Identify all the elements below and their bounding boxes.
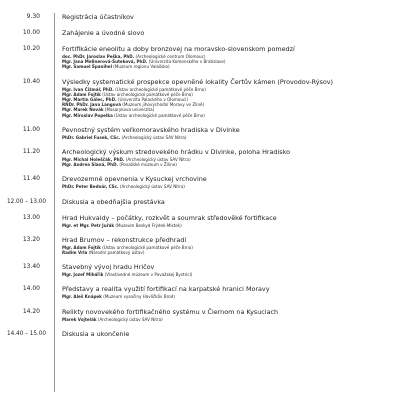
program-item [0,45,420,70]
speaker: RNDr. PhDr. Jana Langová (Muzeum jihovýchodní Moravy ve Zlíně) [62,102,205,108]
program-item-content [50,78,420,118]
program-item-time: 14.20 [22,307,40,315]
program-item [0,29,420,37]
speaker: Mgr. Adam Fojtík (Ústav archeologické památkové péče Brno) [62,91,193,97]
program-item-time: 14.00 [22,285,40,293]
program-item-title: Diskusia a obedňajšia prestávka [62,197,165,206]
program-item-title: Pevnostný systém veľkomoravského hradiska v Divinke [62,125,240,134]
speaker-list [62,223,406,228]
speaker-list [62,54,406,70]
speaker: Marek Vojtelák (Archeologický ústav SAV Nitra) [62,316,163,322]
program-item [0,148,420,167]
speaker: Mgr. Marek Novák (Masarykova univerzita) [62,107,155,113]
speaker-list [62,317,406,322]
speaker: Mgr. Ivan Čižmář, PhD. (Ústav archeologické památkové péče Brno) [62,86,206,92]
program-item-time: 13.00 [22,213,40,221]
speaker: Mgr. Miroslav Popelka (Ústav archeologické památkové péče Brno) [62,112,205,118]
speaker-list [62,157,406,167]
speaker-list [62,294,406,299]
program-item-title: Drevozemné opevnenia v Kysuckej vrchovine [62,175,207,184]
speaker: PhDr. Peter Bednár, CSc. (Archeologický ústav SAV Nitra) [62,184,185,190]
program-item-time: 10.00 [22,29,40,36]
program-item-title: Hrad Hukvaldy – počátky, rozkvět a soumrak středověké fortifikace [62,213,277,222]
speaker: Radim Vrla (Národní památkový ústav) [62,250,145,256]
program-item-time: 13.40 [22,263,40,271]
program-item-time: 10.40 [22,77,40,85]
program-item-title: Archeologický výskum stredovekého hrádku v Divinke, poloha Hradisko [62,148,290,157]
speaker: Mgr. Jozef Miháľik (Vlastivedné múzeum v Považskej Bystrici) [62,272,193,278]
program-item-title: Představy a realita využití fortifikací na karpatské hranici Moravy [62,285,270,294]
speaker: Mgr. Samuel Španihel (Muzeum regionu Valašsko) [62,64,170,70]
speaker: Mgr. Aleš Knápek (Muzeum vysočiny Havlíčkův Brod) [62,294,175,300]
program-item-content [50,126,420,140]
program-item-content [50,308,420,322]
program-item-time: 12.00 – 13.00 [6,198,46,205]
speaker: Mgr. Adam Fojtík (Ústav archeologické památkové péče Brno) [62,244,193,250]
speaker: doc. PhDr. Jaroslav Peška, PhD. (Archeologické centrum Olomouc) [62,54,206,59]
program-item-time: 11.40 [22,175,40,183]
program-item [0,78,420,118]
program-item-content [50,263,420,277]
program-item-title: Fortifikácie eneolitu a doby bronzovej na moravsko-slovenskom pomedzí [62,45,295,53]
program-item-time: 14.40 – 15.00 [6,330,46,337]
program-item-time: 9.30 [26,13,40,20]
program-item [0,285,420,299]
conference-program [0,13,420,346]
program-item-title: Hrad Brumov – rekonstrukce předhradí [62,235,187,244]
program-item [0,330,420,338]
speaker-list [62,272,406,277]
program-item-title: Zahájenie a úvodné slovo [62,29,145,37]
program-item-title: Relikty novovekého fortifikačného systému v Čiernom na Kysuciach [62,307,279,316]
program-item-content [50,198,420,206]
program-item [0,126,420,140]
program-item-content [50,175,420,189]
program-item [0,263,420,277]
program-item-time: 11.00 [22,125,40,133]
speaker: Mgr. et Mgr. Petr Juřák (Muzeum Beskyd Frýdek-Místek) [62,222,182,228]
program-item-content [50,13,420,21]
program-item [0,308,420,322]
speaker: Mgr. Jana Mellnerová-Šuteková, PhD. (Univerzita Komenského v Bratislave) [62,59,226,65]
program-item-time: 11.20 [22,148,40,156]
speaker: Mgr. Andrea Slaná, PhD. (Považské múzeum v Žiline) [62,162,177,168]
program-item-content [50,285,420,299]
program-item-content [50,45,420,70]
program-item-time: 13.20 [22,235,40,243]
program-item-time: 10.20 [22,45,40,52]
program-item [0,198,420,206]
speaker-list [62,87,406,118]
speaker: PhDr. Gabriel Fusek, CSc. (Archeologický ústav SAV Nitra) [62,134,187,140]
program-item [0,214,420,228]
program-item-content [50,236,420,255]
program-item-title: Registrácia účastníkov [62,13,134,21]
program-item [0,13,420,21]
program-item-content [50,29,420,37]
program-item-title: Stavebný vývoj hradu Hričov [62,263,155,272]
program-item-content [50,214,420,228]
speaker-list [62,184,406,189]
program-item-content [50,148,420,167]
speaker: Mgr. Martin Gálec, PhD. (Univerzita Palackého v Olomouci) [62,97,189,103]
program-item-title: Výsledky systematické prospekce opevněné lokality Čertův kámen (Provodov-Rýsov) [62,77,334,86]
speaker-list [62,135,406,140]
program-item-title: Diskusia a ukončenie [62,329,130,338]
speaker: Mgr. Michal Holeščák, PhD. (Archeologický ústav SAV Nitra) [62,157,191,163]
program-item [0,236,420,255]
program-item-content [50,330,420,338]
speaker-list [62,245,406,255]
program-item [0,175,420,189]
